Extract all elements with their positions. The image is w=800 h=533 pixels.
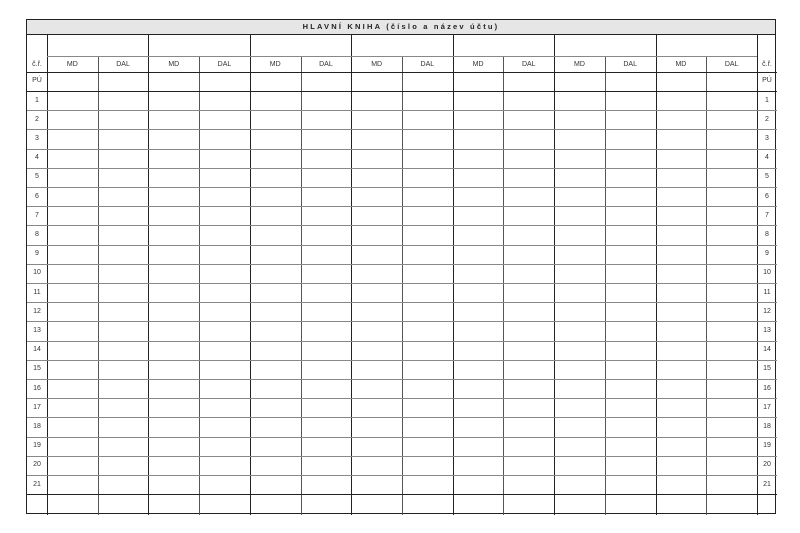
row-line (27, 302, 777, 303)
row-number-right: 17 (763, 403, 771, 411)
row-number-left: 18 (33, 423, 41, 430)
header-bottom-line (27, 72, 777, 73)
row-line (27, 341, 777, 342)
row-number-left: 13 (33, 327, 41, 334)
row-number-right: 12 (763, 307, 771, 315)
row-number-header-right: č.ř. (762, 61, 772, 68)
row-number-right: 20 (763, 461, 771, 469)
row-number-right: 4 (765, 154, 769, 162)
credit-column-header: DAL (319, 61, 333, 68)
carry-row-bottom-line (27, 91, 777, 92)
row-number-right: 2 (765, 115, 769, 123)
debit-credit-divider (605, 56, 606, 515)
debit-column-header: MD (472, 61, 484, 68)
account-divider (250, 35, 251, 515)
row-number-right: 19 (763, 442, 771, 450)
row-number-left: 20 (33, 461, 41, 469)
credit-column-header: DAL (217, 61, 232, 68)
row-line (27, 379, 777, 380)
debit-column-header: MD (66, 61, 78, 68)
row-number-left: 8 (35, 231, 39, 238)
row-line (27, 187, 777, 188)
row-number-left: 7 (35, 211, 39, 219)
row-line (27, 321, 777, 322)
debit-column-header: MD (269, 61, 281, 68)
row-number-left: 21 (33, 480, 41, 488)
row-number-left: 2 (35, 115, 39, 123)
row-line (27, 206, 777, 207)
carry-label-left: PÚ (32, 77, 42, 84)
row-number-right: 9 (765, 250, 769, 258)
ledger-title: HLAVNÍ KNIHA (číslo a název účtu) (27, 20, 775, 35)
row-number-left: 5 (35, 173, 39, 181)
debit-credit-divider (199, 56, 200, 515)
row-number-left: 6 (35, 192, 39, 200)
debit-column-header: MD (371, 61, 383, 68)
row-number-left: 1 (35, 96, 39, 104)
credit-column-header: DAL (116, 61, 130, 68)
row-number-right: 15 (763, 365, 771, 373)
account-divider (148, 35, 149, 515)
row-number-right: 8 (765, 231, 769, 238)
account-divider (656, 35, 657, 515)
debit-column-header: MD (675, 61, 687, 68)
credit-column-header: DAL (521, 61, 536, 68)
account-divider (554, 35, 555, 515)
debit-column-header: MD (168, 61, 180, 68)
row-number-left: 19 (33, 442, 41, 450)
row-line (27, 110, 777, 111)
account-divider (453, 35, 454, 515)
row-line (27, 168, 777, 169)
row-number-right: 5 (765, 173, 769, 181)
row-line (27, 417, 777, 418)
debit-credit-divider (402, 56, 403, 515)
credit-column-header: DAL (420, 61, 435, 68)
credit-column-header: DAL (623, 61, 637, 68)
row-number-right: 16 (763, 384, 771, 392)
row-line (27, 283, 777, 284)
row-number-left: 11 (33, 288, 41, 296)
row-number-left: 16 (33, 384, 41, 392)
row-line (27, 475, 777, 476)
subheader-line (47, 56, 757, 57)
row-number-right: 1 (765, 96, 769, 104)
row-line (27, 245, 777, 246)
row-number-right: 3 (765, 135, 769, 142)
row-line (27, 225, 777, 226)
row-number-left: 3 (35, 135, 39, 142)
account-divider (351, 35, 352, 515)
row-number-left: 15 (33, 365, 41, 373)
ledger-form (26, 19, 776, 514)
row-number-right: 11 (763, 288, 771, 296)
row-number-right: 13 (763, 327, 771, 334)
row-number-right: 7 (765, 211, 769, 219)
total-row-line (27, 494, 777, 495)
row-number-right: 18 (763, 423, 771, 430)
row-number-right: 10 (763, 269, 771, 277)
row-number-right: 21 (763, 480, 771, 488)
row-line (27, 264, 777, 265)
row-line (27, 456, 777, 457)
carry-label-right: PÚ (762, 77, 772, 84)
row-line (27, 360, 777, 361)
row-number-right: 14 (763, 346, 771, 354)
row-number-left: 10 (33, 269, 41, 277)
row-number-left: 12 (33, 307, 41, 315)
debit-credit-divider (503, 56, 504, 515)
row-line (27, 149, 777, 150)
left-column-divider (47, 35, 48, 515)
row-number-left: 17 (33, 403, 41, 411)
row-number-header-left: č.ř. (32, 61, 42, 68)
debit-credit-divider (98, 56, 99, 515)
row-number-right: 6 (765, 192, 769, 200)
row-line (27, 437, 777, 438)
row-number-left: 9 (35, 250, 39, 258)
debit-credit-divider (706, 56, 707, 515)
debit-credit-divider (301, 56, 302, 515)
row-number-left: 4 (35, 154, 39, 162)
row-line (27, 129, 777, 130)
credit-column-header: DAL (724, 61, 739, 68)
row-number-left: 14 (33, 346, 41, 354)
row-line (27, 398, 777, 399)
debit-column-header: MD (574, 61, 585, 68)
